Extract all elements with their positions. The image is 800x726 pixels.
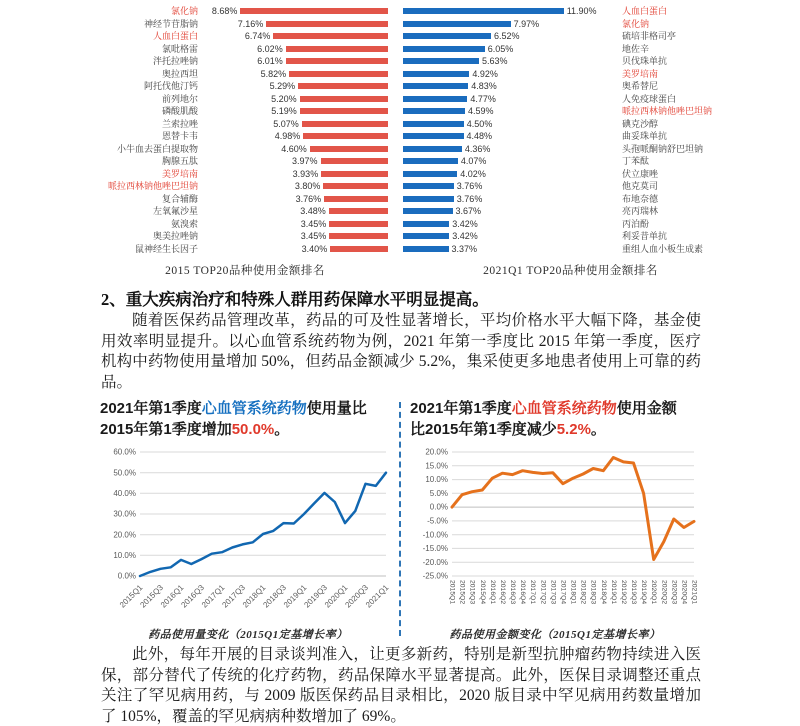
value-label: 6.01%: [257, 56, 283, 67]
bar-row: [100, 55, 388, 68]
bar-row: [100, 130, 388, 143]
value-label: 3.42%: [452, 218, 478, 229]
bar-row: [100, 43, 388, 56]
y-tick-label: -10.0%: [422, 530, 448, 540]
value-label: 4.48%: [466, 131, 493, 142]
x-tick-label: 2016Q1: [488, 580, 496, 605]
value-label: 3.45%: [300, 218, 327, 229]
bar-row: [100, 193, 388, 206]
drug-label: 丁苯酞: [622, 156, 650, 166]
y-tick-label: 30.0%: [113, 509, 136, 519]
drug-label: 丙泊酚: [622, 218, 650, 229]
bar: [403, 171, 457, 177]
drug-label: 重组人血小板生成素: [622, 243, 704, 254]
drug-label: 布地奈德: [622, 193, 659, 204]
bar: [403, 158, 458, 164]
bar: [329, 208, 388, 214]
value-label: 6.05%: [487, 43, 514, 54]
drug-label: 伏立康唑: [622, 168, 659, 179]
value-label: 5.63%: [482, 56, 508, 67]
title-segment: 5.2%: [556, 421, 591, 438]
bar-row: [100, 155, 388, 168]
title-segment: 使用量比2015年第1季度增加: [100, 400, 367, 438]
bar-row: [403, 43, 738, 56]
y-tick-label: -25.0%: [422, 571, 448, 581]
y-tick-label: 15.0%: [425, 461, 448, 471]
line-chart-volume-panel: [100, 398, 396, 642]
bar: [403, 108, 465, 114]
value-label: 4.60%: [281, 143, 307, 154]
title-segment: 心血管系统药物: [201, 400, 307, 417]
bar: [403, 96, 467, 102]
x-tick-label: 2015Q1: [448, 580, 456, 605]
drug-label: 头孢哌酮钠舒巴坦钠: [622, 143, 704, 154]
y-tick-label: 20.0%: [113, 530, 136, 540]
value-label: 8.68%: [211, 6, 238, 17]
x-tick-label: 2018Q4: [599, 580, 607, 605]
y-tick-label: 50.0%: [113, 468, 136, 478]
bar: [240, 8, 388, 14]
x-tick-label: 2020Q3: [343, 583, 370, 610]
value-label: 6.52%: [494, 31, 520, 42]
value-label: 5.20%: [271, 93, 297, 104]
value-label: 3.80%: [294, 181, 321, 192]
x-tick-label: 2017Q4: [559, 580, 567, 605]
bar: [310, 146, 388, 152]
bar-chart-2015: [100, 5, 388, 255]
value-label: 3.48%: [300, 206, 326, 217]
bar: [403, 208, 453, 214]
bar-row: [403, 218, 738, 231]
bar-row: [100, 243, 388, 256]
bar: [403, 146, 462, 152]
x-tick-label: 2015Q2: [458, 580, 466, 605]
value-label: 3.42%: [452, 231, 478, 242]
bar-row: [403, 68, 738, 81]
bar-row: [403, 118, 738, 131]
value-label: 4.36%: [464, 143, 491, 154]
bar-row: [100, 230, 388, 243]
drug-label: 阿托伐他汀钙: [143, 81, 198, 91]
value-label: 5.82%: [260, 68, 287, 79]
drug-label: 曲妥珠单抗: [622, 131, 668, 141]
line-chart-volume-plot: [100, 444, 392, 624]
x-tick-label: 2015Q1: [117, 583, 145, 610]
drug-label: 亮丙瑞林: [622, 206, 659, 216]
drug-label: 人血白蛋白: [152, 31, 198, 41]
x-tick-label: 2015Q4: [478, 580, 486, 605]
x-tick-label: 2019Q1: [281, 583, 309, 610]
bar-row: [403, 5, 738, 18]
x-tick-label: 2020Q2: [660, 580, 668, 605]
bar: [403, 83, 468, 89]
bar-row: [100, 5, 388, 18]
value-label: 4.02%: [460, 168, 486, 179]
bar: [403, 46, 485, 52]
value-label: 5.19%: [271, 106, 297, 117]
bar: [323, 183, 388, 189]
bar: [266, 21, 388, 27]
x-tick-label: 2016Q2: [498, 580, 506, 605]
title-segment: 。: [590, 421, 606, 438]
x-tick-label: 2017Q1: [199, 583, 227, 610]
bar: [329, 233, 388, 239]
bar: [403, 8, 564, 14]
drug-label: 氨溴索: [170, 218, 198, 229]
x-tick-label: 2019Q3: [630, 580, 637, 605]
value-label: 3.76%: [456, 193, 483, 204]
value-label: 3.97%: [291, 156, 318, 167]
bar-row: [403, 93, 738, 106]
drug-label: 奥美拉唑钠: [152, 231, 198, 241]
x-tick-label: 2017Q3: [549, 580, 557, 605]
bar-row: [100, 143, 388, 156]
bar: [403, 196, 454, 202]
x-tick-label: 2021Q1: [363, 583, 391, 610]
value-label: 4.98%: [274, 131, 301, 142]
bar: [286, 58, 388, 64]
value-label: 3.67%: [455, 206, 482, 217]
value-label: 11.90%: [566, 6, 597, 17]
drug-label: 氯化钠: [170, 6, 198, 16]
drug-label: 小牛血去蛋白提取物: [116, 143, 198, 154]
drug-label: 碘克沙醇: [622, 118, 659, 129]
bar-chart-2015-caption: 2015 TOP20品种使用金额排名: [165, 265, 325, 277]
y-tick-label: 5.0%: [429, 488, 448, 498]
bar-row: [403, 205, 738, 218]
value-label: 7.16%: [237, 18, 264, 29]
bar: [321, 158, 389, 164]
section-paragraph: 随着医保药品管理改革，药品的可及性显著增长，平均价格水平大幅下降，基金使用效率明显提升。以心血管系统药物为例，2021 年第一季度比 2015 年第一季度，医疗机构中药物使用量增加 50%，但药品金额减少 5.2%，集采使更多地患者使用上可靠的药品。: [101, 312, 701, 391]
title-segment: 2021年第1季度: [410, 400, 512, 417]
value-label: 7.97%: [513, 18, 540, 29]
drug-label: 地佐辛: [622, 43, 650, 54]
value-label: 4.50%: [466, 118, 493, 129]
y-tick-label: -15.0%: [422, 544, 448, 553]
y-tick-label: 20.0%: [425, 447, 448, 457]
drug-label: 哌拉西林钠他唑巴坦钠: [107, 181, 198, 191]
y-tick-label: -5.0%: [427, 516, 448, 526]
bar: [286, 46, 388, 52]
value-label: 4.92%: [472, 68, 498, 79]
title-segment: 心血管系统药物: [511, 400, 617, 417]
drug-label: 人免疫球蛋白: [622, 93, 677, 104]
bar: [403, 58, 479, 64]
bar: [324, 196, 388, 202]
y-tick-label: 0.0%: [117, 571, 136, 581]
x-tick-label: 2018Q3: [589, 580, 597, 605]
footer-paragraph: 此外，每年开展的目录谈判准入，让更多新药，特别是新型抗肿瘤药物持续进入医保，部分替代了传统的化疗药物，药品保障水平显著提高。此外，医保目录调整还重点关注了罕见病用药，与 2009 版医保药品目录相比，2020 版目录中罕见病用药数量增加了 105%，覆盖的罕见病病种数增加了 69%。: [101, 646, 701, 725]
line-chart-amount-panel: [410, 398, 700, 642]
bar-row: [403, 18, 738, 31]
bar-row: [403, 155, 738, 168]
value-label: 3.93%: [292, 168, 319, 179]
x-tick-label: 2018Q1: [569, 580, 577, 605]
value-label: 3.76%: [295, 193, 322, 204]
title-segment: 2021年第1季度: [100, 400, 202, 417]
x-tick-label: 2015Q3: [468, 580, 476, 605]
y-tick-label: 0.0%: [429, 502, 448, 512]
x-tick-label: 2020Q1: [650, 580, 658, 605]
value-label: 3.76%: [456, 181, 483, 192]
bar: [330, 246, 388, 252]
line-chart-amount-plot: [410, 444, 700, 624]
bar: [300, 108, 388, 114]
value-label: 4.07%: [460, 156, 487, 167]
bar: [403, 233, 449, 239]
x-tick-label: 2020Q3: [670, 580, 678, 605]
bar-row: [100, 218, 388, 231]
x-tick-label: 2016Q3: [179, 583, 206, 610]
drug-label: 磷酸肌酸: [161, 106, 198, 116]
x-tick-label: 2018Q1: [240, 583, 268, 610]
bar-row: [403, 80, 738, 93]
drug-label: 胸腺五肽: [161, 156, 198, 166]
x-tick-label: 2017Q2: [539, 580, 547, 605]
drug-label: 他克莫司: [622, 181, 659, 191]
bar-row: [403, 30, 738, 43]
y-tick-label: 60.0%: [113, 447, 136, 457]
bar: [273, 33, 388, 39]
bar: [403, 183, 454, 189]
y-tick-label: 10.0%: [113, 550, 136, 560]
y-tick-label: 40.0%: [113, 488, 136, 498]
bar-row: [403, 193, 738, 206]
bar: [302, 121, 388, 127]
bar: [403, 246, 449, 252]
x-tick-label: 2019Q3: [302, 583, 329, 610]
value-label: 3.37%: [451, 243, 478, 254]
data-line: [452, 458, 694, 560]
line-chart-amount-caption: 药品使用金额变化（2015Q1定基增长率）: [449, 629, 661, 641]
bar-row: [100, 105, 388, 118]
bar: [403, 21, 511, 27]
bar: [329, 221, 388, 227]
y-tick-label: -20.0%: [422, 557, 448, 567]
bar-row: [403, 130, 738, 143]
line-chart-volume-caption: 药品使用量变化（2015Q1定基增长率）: [148, 629, 348, 641]
x-tick-label: 2021Q1: [690, 580, 698, 605]
bar: [403, 121, 464, 127]
x-tick-label: 2018Q3: [261, 583, 288, 610]
x-tick-label: 2019Q2: [619, 580, 627, 605]
bar: [321, 171, 388, 177]
value-label: 5.07%: [273, 118, 299, 129]
bar-row: [403, 230, 738, 243]
bar-row: [100, 205, 388, 218]
bar: [300, 96, 388, 102]
title-segment: 50.0%: [231, 421, 275, 438]
value-label: 6.74%: [244, 31, 271, 42]
bar: [403, 71, 469, 77]
x-tick-label: 2017Q3: [220, 583, 247, 610]
bar-row: [403, 168, 738, 181]
section-heading: 2、重大疾病治疗和特殊人群用药保障水平明显提高。: [101, 290, 489, 309]
value-label: 4.77%: [470, 93, 496, 104]
bar-row: [100, 180, 388, 193]
drug-label: 复合辅酶: [161, 193, 198, 204]
value-label: 3.45%: [300, 231, 327, 242]
line-chart-amount-title: [410, 398, 682, 440]
bar: [403, 133, 464, 139]
bar-row: [403, 143, 738, 156]
drug-label: 氯化钠: [622, 18, 650, 29]
drug-label: 左氧氟沙星: [152, 206, 198, 216]
bar: [289, 71, 388, 77]
drug-label: 哌拉西林钠他唑巴坦钠: [622, 106, 713, 116]
drug-label: 硫培非格司亭: [622, 31, 677, 41]
bar: [298, 83, 388, 89]
x-tick-label: 2016Q1: [158, 583, 186, 610]
drug-label: 鼠神经生长因子: [134, 243, 198, 254]
x-tick-label: 2019Q4: [640, 580, 648, 605]
bar-row: [100, 68, 388, 81]
drug-label: 恩替卡韦: [161, 131, 198, 141]
drug-label: 前列地尔: [161, 93, 198, 104]
bar: [403, 33, 491, 39]
bar-row: [100, 168, 388, 181]
bar-row: [403, 105, 738, 118]
x-tick-label: 2020Q1: [322, 583, 350, 610]
drug-label: 人血白蛋白: [622, 6, 668, 16]
drug-label: 兰索拉唑: [161, 118, 198, 129]
bar: [303, 133, 388, 139]
drug-label: 美罗培南: [622, 68, 659, 79]
value-label: 5.29%: [269, 81, 296, 92]
x-tick-label: 2020Q4: [680, 580, 688, 605]
data-line: [140, 473, 386, 576]
x-tick-label: 2019Q1: [609, 580, 617, 605]
drug-label: 利妥昔单抗: [622, 231, 668, 241]
bar-chart-2021q1: [403, 5, 738, 255]
title-segment: 使用金额比2015年第1季度减少: [410, 400, 677, 438]
dashed-divider: [399, 402, 401, 636]
value-label: 4.59%: [468, 106, 494, 117]
bar-row: [403, 55, 738, 68]
value-label: 3.40%: [301, 243, 328, 254]
line-chart-volume-title: [100, 398, 372, 440]
bar-chart-2021q1-caption: 2021Q1 TOP20品种使用金额排名: [483, 265, 658, 277]
bar-row: [100, 93, 388, 106]
drug-label: 贝伐珠单抗: [622, 56, 668, 66]
x-tick-label: 2018Q2: [579, 580, 587, 605]
drug-label: 氯吡格雷: [161, 43, 198, 54]
bar: [403, 221, 449, 227]
drug-label: 奥拉西坦: [161, 68, 198, 79]
x-tick-label: 2015Q3: [138, 583, 165, 610]
x-tick-label: 2016Q4: [519, 580, 527, 605]
x-tick-label: 2016Q3: [509, 580, 516, 605]
x-tick-label: 2017Q1: [529, 580, 537, 605]
y-tick-label: 10.0%: [425, 475, 448, 485]
bar-row: [100, 30, 388, 43]
bar-row: [100, 118, 388, 131]
drug-label: 奥希替尼: [622, 81, 659, 91]
drug-label: 美罗培南: [161, 168, 198, 179]
bar-row: [100, 18, 388, 31]
value-label: 4.83%: [471, 81, 497, 92]
value-label: 6.02%: [257, 43, 283, 54]
bar-row: [100, 80, 388, 93]
drug-label: 泮托拉唑钠: [152, 56, 198, 66]
bar-row: [403, 243, 738, 256]
drug-label: 神经节苷脂钠: [143, 18, 198, 29]
bar-row: [403, 180, 738, 193]
title-segment: 。: [274, 421, 290, 438]
